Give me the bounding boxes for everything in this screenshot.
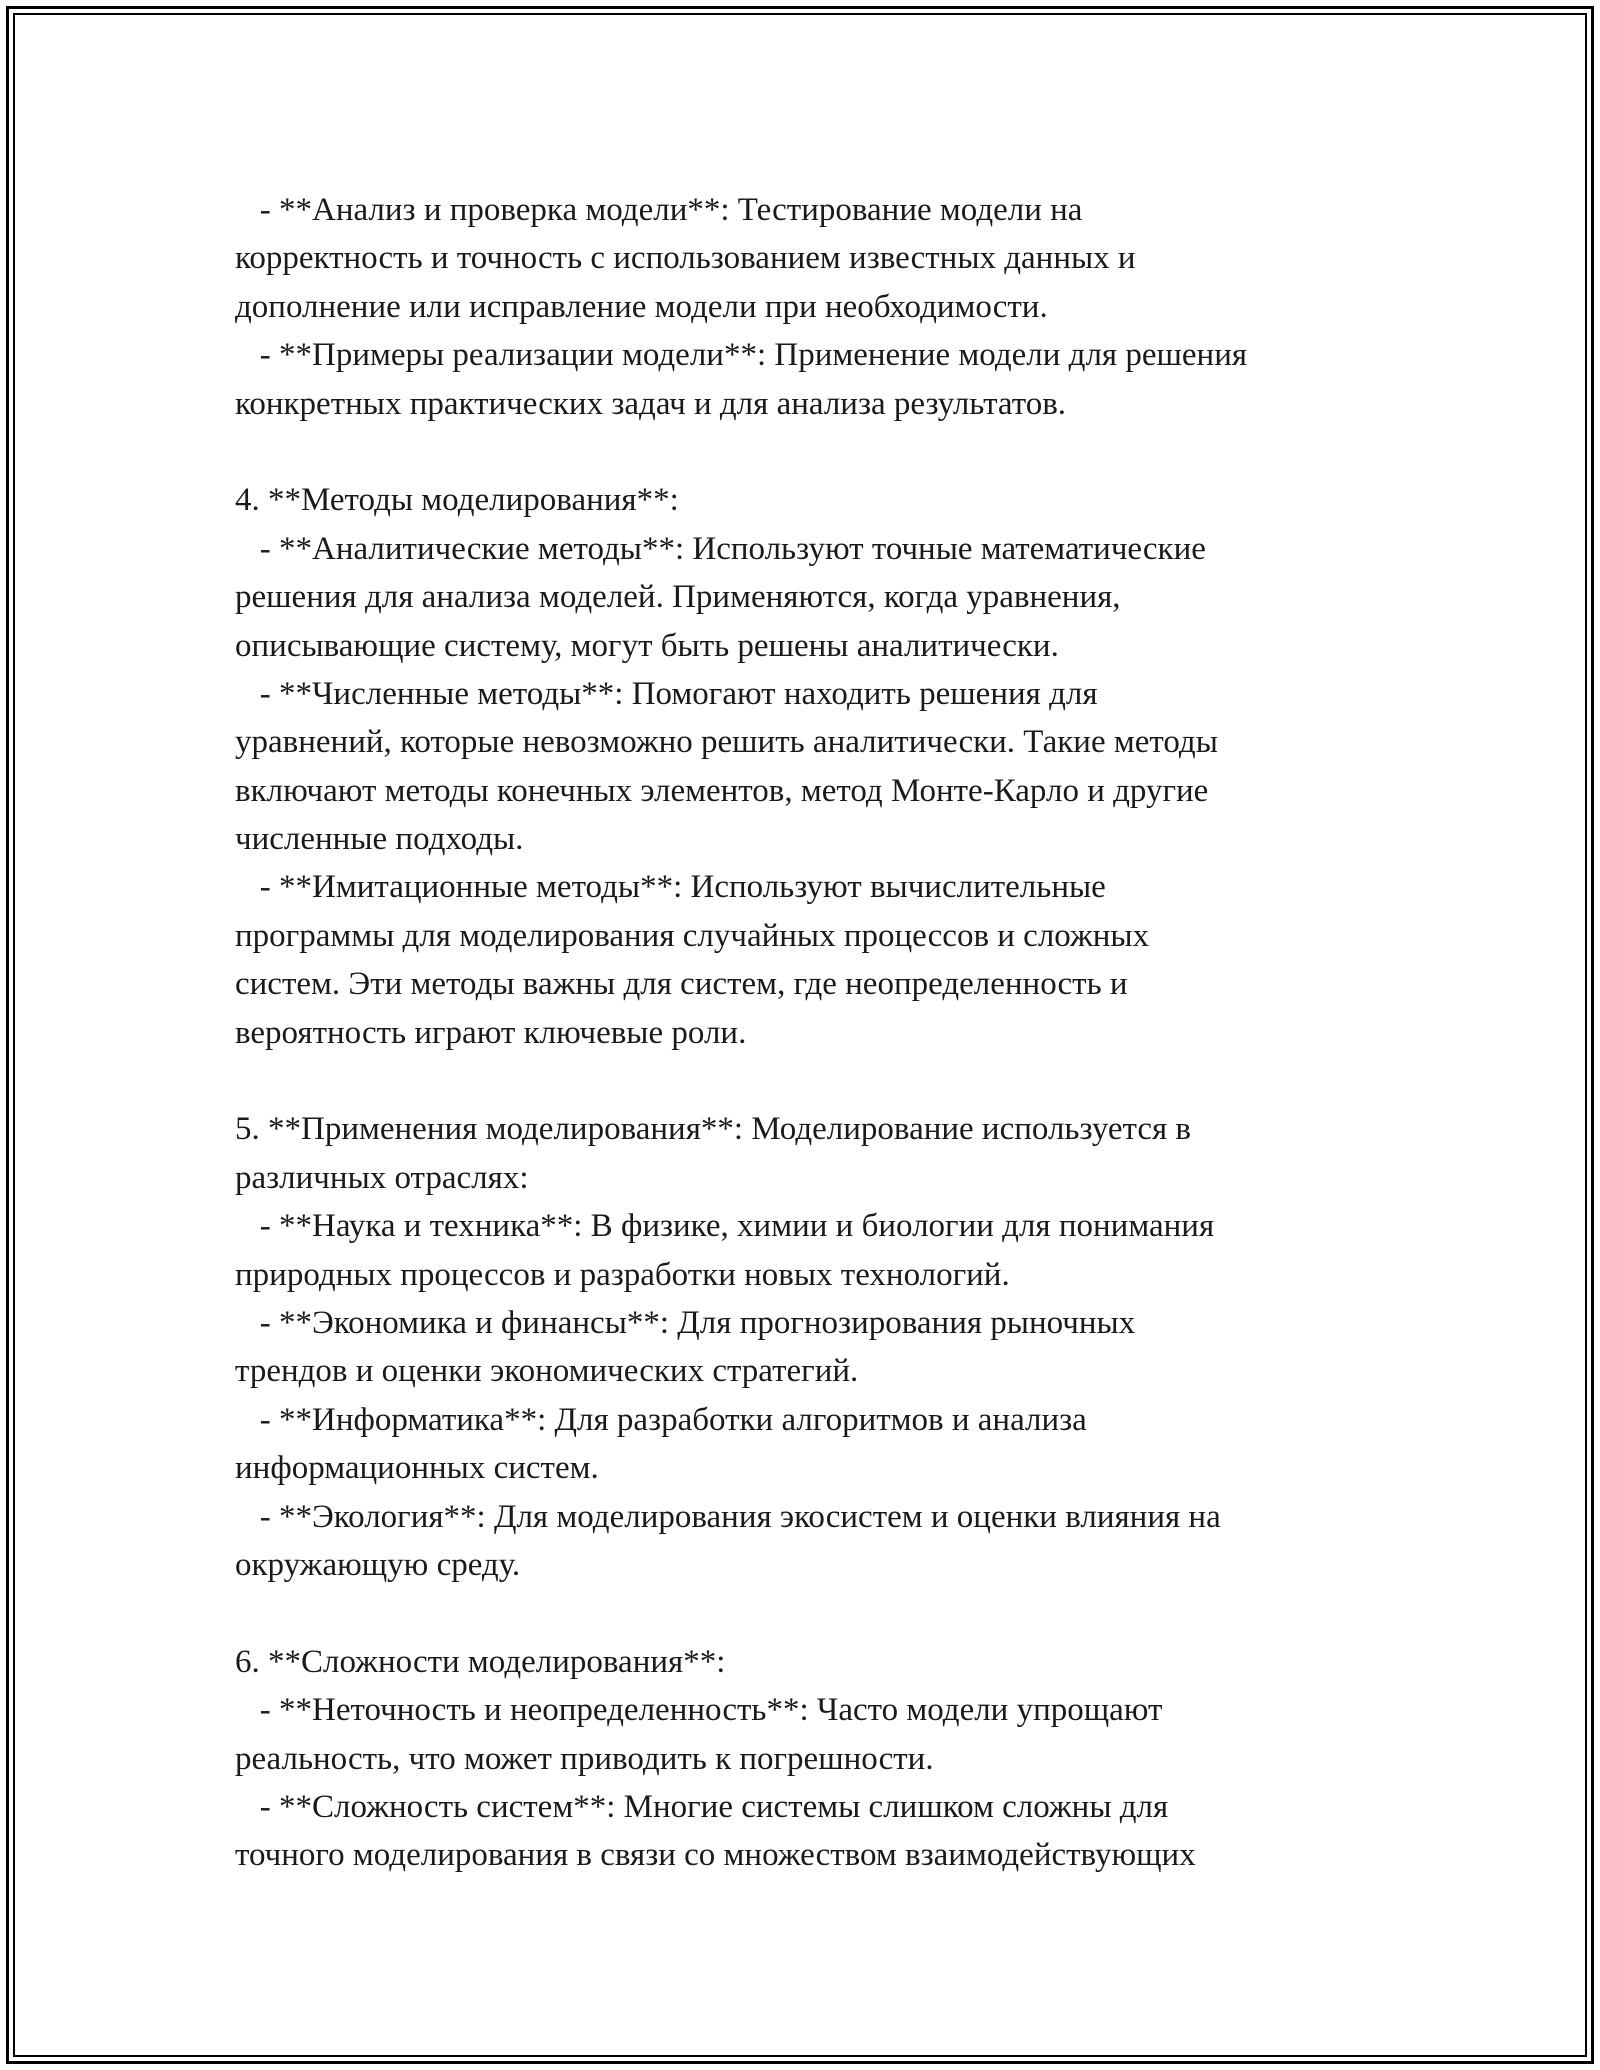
text-line: - **Неточность и неопределенность**: Часто модели упрощают: [235, 1692, 1163, 1729]
text-line: природных процессов и разработки новых технологий.: [235, 1256, 1010, 1293]
blank-line: [235, 1589, 1385, 1637]
text-line: точного моделирования в связи со множеством взаимодействующих: [235, 1837, 1196, 1874]
text-line: различных отраслях:: [235, 1159, 529, 1196]
text-line: - **Имитационные методы**: Используют вычислительные: [235, 869, 1106, 906]
text-line: - **Аналитические методы**: Используют точные математические: [235, 530, 1206, 567]
text-line: - **Экология**: Для моделирования экосистем и оценки влияния на: [235, 1498, 1221, 1535]
text-line: систем. Эти методы важны для систем, где неопределенность и: [235, 966, 1128, 1003]
text-line: - **Наука и техника**: В физике, химии и биологии для понимания: [235, 1208, 1215, 1245]
text-line: окружающую среду.: [235, 1546, 521, 1583]
text-line: численные подходы.: [235, 821, 524, 858]
text-line: уравнений, которые невозможно решить аналитически. Такие методы: [235, 724, 1218, 761]
text-line: - **Примеры реализации модели**: Применение модели для решения: [235, 337, 1248, 374]
text-line: - **Анализ и проверка модели**: Тестирование модели на: [235, 192, 1083, 228]
blank-line: [235, 1057, 1385, 1105]
text-line: - **Сложность систем**: Многие системы слишком сложны для: [235, 1788, 1169, 1825]
text-line: описывающие систему, могут быть решены аналитически.: [235, 627, 1059, 664]
section-heading-difficulties: 6. **Сложности моделирования**:: [235, 1643, 726, 1680]
text-line: информационных систем.: [235, 1450, 599, 1487]
section-heading-methods: 4. **Методы моделирования**:: [235, 482, 679, 519]
text-line: дополнение или исправление модели при необходимости.: [235, 288, 1048, 325]
text-line: включают методы конечных элементов, метод Монте-Карло и другие: [235, 772, 1209, 809]
text-line: программы для моделирования случайных процессов и сложных: [235, 917, 1150, 954]
text-line: корректность и точность с использованием известных данных и: [235, 240, 1136, 277]
text-line: вероятность играют ключевые роли.: [235, 1014, 747, 1051]
text-line: - **Численные методы**: Помогают находить решения для: [235, 675, 1098, 712]
text-line: реальность, что может приводить к погрешности.: [235, 1740, 934, 1777]
document-body: [235, 186, 1385, 1880]
blank-line: [235, 428, 1385, 476]
text-line: - **Информатика**: Для разработки алгоритмов и анализа: [235, 1401, 1087, 1438]
text-line: конкретных практических задач и для анализа результатов.: [235, 385, 1067, 422]
text-line: - **Экономика и финансы**: Для прогнозирования рыночных: [235, 1304, 1136, 1341]
text-line: решения для анализа моделей. Применяются, когда уравнения,: [235, 579, 1121, 616]
section-heading-applications: 5. **Применения моделирования**: Моделирование используется в: [235, 1111, 1192, 1148]
text-line: трендов и оценки экономических стратегий.: [235, 1353, 859, 1390]
